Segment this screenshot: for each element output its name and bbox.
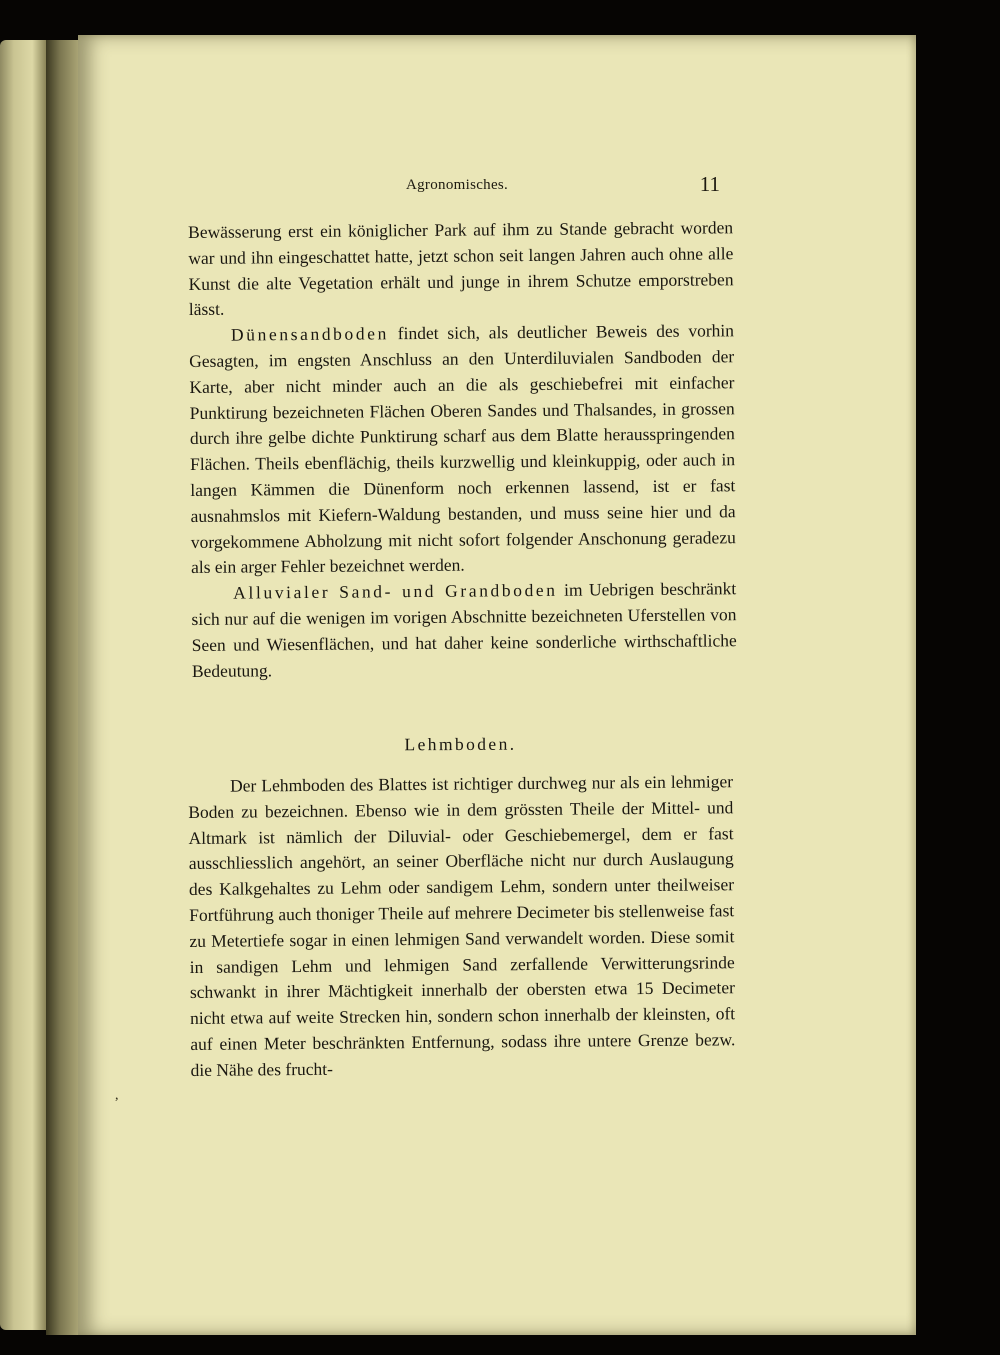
- paragraph-duenensandboden-text: findet sich, als deutlicher Beweis des vorhin Gesagten, im engsten Anschluss an den Unterdiluvialen Sandboden der Karte, aber nicht minder auch an die als geschiebefrei mit einfacher Punktirung bezeichneten Flächen Oberen Sandes und Thalsandes, in grossen durch ihre gelbe dichte Punktirung scharf aus dem Blatte herausspringenden Flächen. Theils ebenflächig, theils kurzwellig und kleinkuppig, oder auch in langen Kämmen die Dünenform noch erkennen lassend, ist er fast ausnahmslos mit Kiefern-Waldung bestanden, und muss seine hier und da vorgekommene Abholzung mit nicht sofort folgender Anschonung geradezu als ein arger Fehler bezeichnet werden.: [189, 320, 736, 578]
- page-header: [188, 172, 728, 202]
- section-heading: Lehmboden.: [404, 733, 517, 755]
- running-title: Agronomisches.: [406, 177, 509, 193]
- previous-page-edge: [0, 40, 46, 1330]
- paragraph-alluvialer-sand-text: im Uebrigen beschränkt sich nur auf die wenigen im vorigen Abschnitte bezeichneten Uferstellen von Seen und Wiesenflächen, und hat daher keine sonderliche wirthschaftliche Bedeutung.: [191, 578, 737, 681]
- paragraph-continuation: Bewässerung erst ein königlicher Park auf ihm zu Stande gebracht worden war und ihn eingeschattet hatte, jetzt schon seit langen Jahren auch ohne alle Kunst die alte Vegetation erhält und junge in ihrem Schutze emporstreben lässt.: [188, 217, 734, 320]
- page-number: 11: [699, 172, 720, 196]
- paragraph-lehmboden: Der Lehmboden des Blattes ist richtiger durchweg nur als ein lehmiger Boden zu bezeichnen. Ebenso wie in dem grössten Theile der Mittel- und Altmark ist nämlich der Diluvial- oder Geschiebemergel, dem er fast ausschliesslich angehört, an seiner Oberfläche nicht nur durch Auslaugung des Kalkgehaltes zu Lehm oder sandigem Lehm, sondern unter theilweiser Fortführung auch thoniger Theile auf mehrere Decimeter bis stellenweise fast zu Metertiefe sogar in einen lehmigen Sand verwandelt worden. Diese somit in sandigen Lehm und lehmigen Sand zerfallende Verwitterungsrinde schwankt in ihrer Mächtigkeit innerhalb der obersten etwa 15 Decimeter nicht etwa auf weite Strecken hin, sondern schon innerhalb der kleinsten, oft auf einen Meter beschränkten Entfernung, sodass ihre untere Grenze bezw. die Nähe des frucht-: [188, 771, 736, 1080]
- term-alluvialer-sand: Alluvialer Sand- und Grandboden: [233, 579, 558, 603]
- margin-mark: ,: [115, 1088, 119, 1103]
- text-block-sand: [188, 215, 737, 684]
- term-duenensandboden: Dünensandboden: [230, 323, 389, 345]
- paragraph-alluvialer-sand: [191, 576, 737, 684]
- text-block-lehm: [188, 769, 736, 1083]
- paragraph-duenensandboden: [189, 318, 736, 581]
